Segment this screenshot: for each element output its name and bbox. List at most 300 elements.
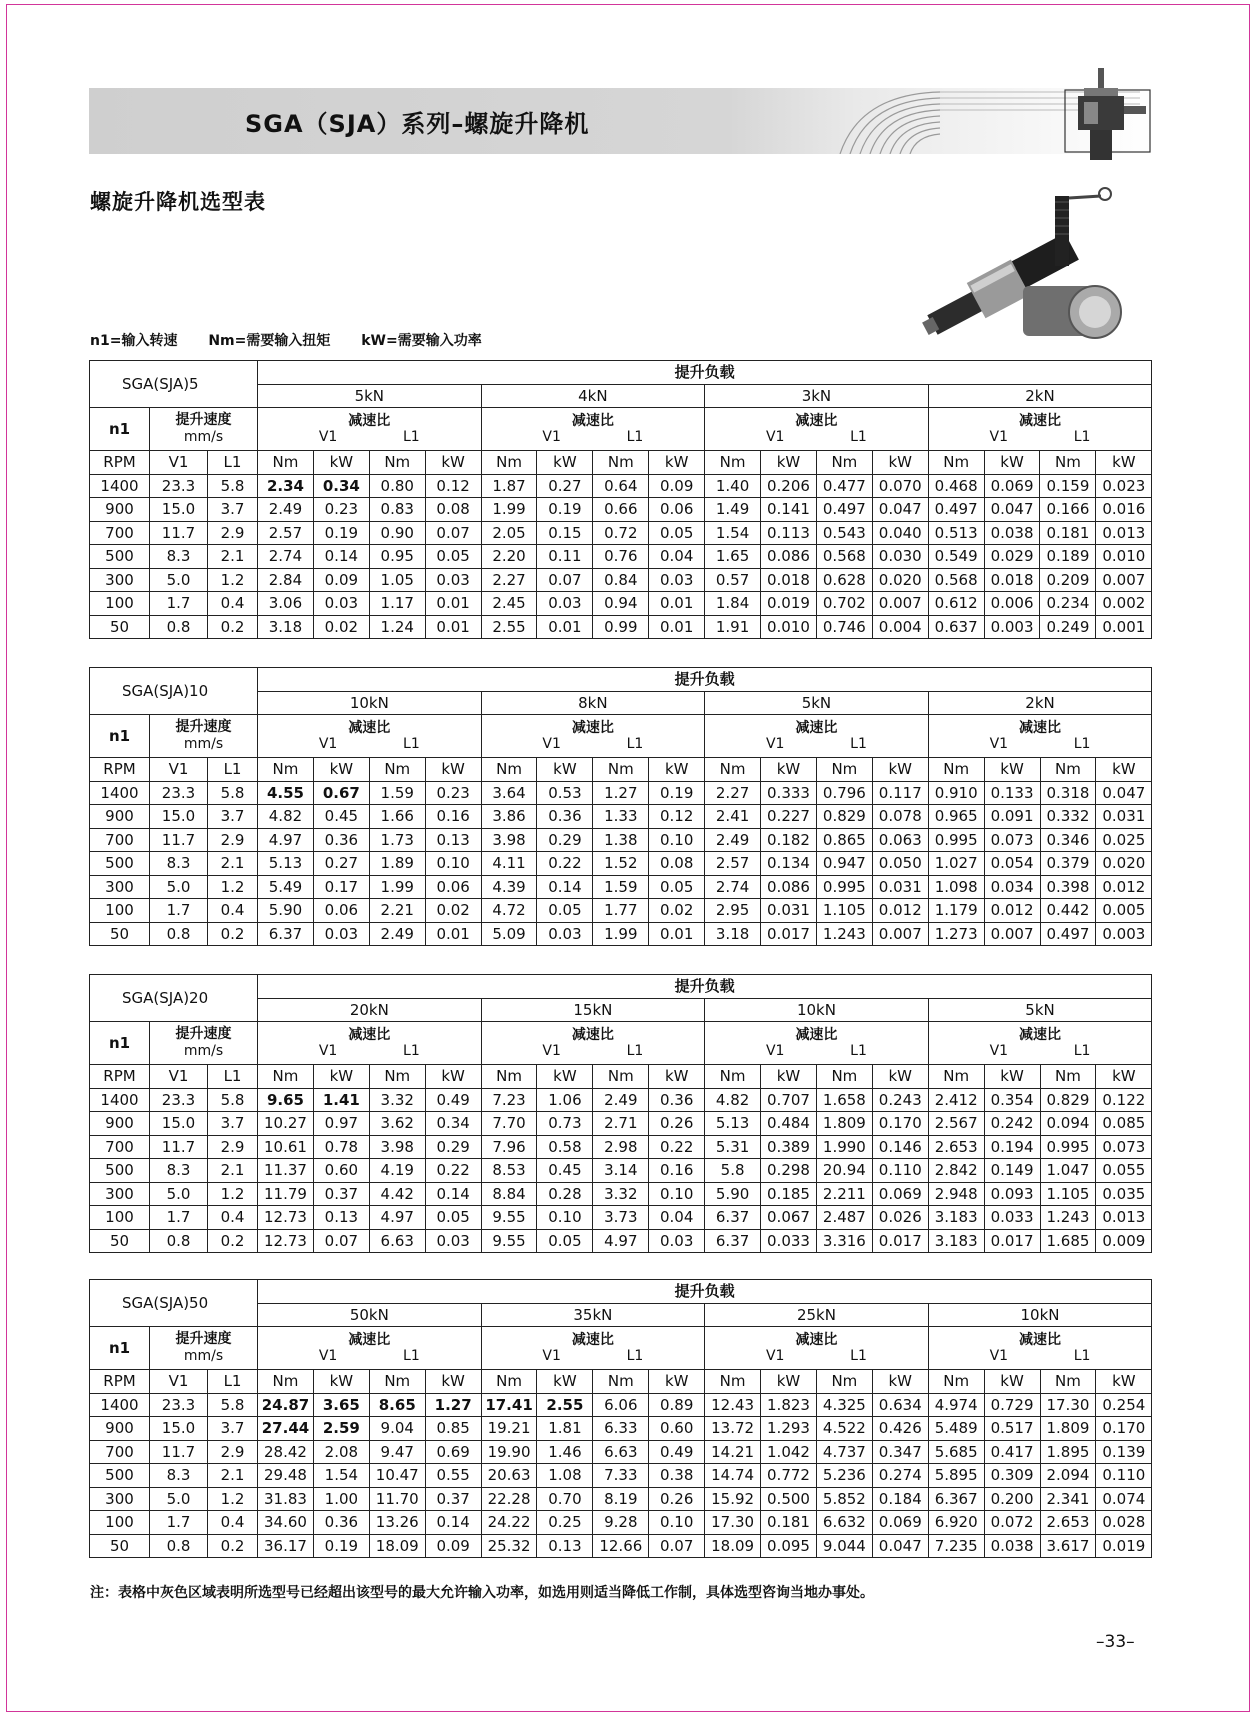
data-cell: 9.55 (481, 1206, 537, 1230)
data-cell: 1.895 (1040, 1440, 1096, 1464)
data-cell: 0.149 (984, 1159, 1040, 1183)
data-cell: 500 (90, 852, 150, 876)
ratio-v1: V1 (989, 736, 1009, 752)
data-cell: 0.36 (537, 805, 593, 829)
data-cell: 0.227 (761, 805, 817, 829)
data-cell: 0.034 (984, 875, 1040, 899)
data-cell: 0.36 (313, 828, 369, 852)
data-cell: 100 (90, 899, 150, 923)
data-cell: 9.04 (369, 1417, 425, 1441)
ratio-l1: L1 (626, 1348, 644, 1364)
data-cell: 2.57 (258, 521, 314, 545)
unit-header: kW (313, 451, 369, 475)
unit-header: kW (761, 451, 817, 475)
data-cell: 5.8 (208, 1088, 258, 1112)
data-cell: 0.09 (649, 474, 705, 498)
data-cell: 0.023 (1096, 474, 1152, 498)
data-cell: 0.094 (1040, 1112, 1096, 1136)
table-row (90, 474, 1152, 498)
data-cell: 0.05 (537, 899, 593, 923)
data-cell: 0.01 (649, 615, 705, 639)
unit-header: kW (1096, 451, 1152, 475)
data-cell: 0.012 (1096, 875, 1152, 899)
ratio-label: 减速比 (348, 1027, 391, 1043)
data-cell: 0.2 (208, 1229, 258, 1253)
unit-header: L1 (208, 451, 258, 475)
table-row (90, 1229, 1152, 1253)
data-cell: 0.182 (761, 828, 817, 852)
data-cell: 0.45 (313, 805, 369, 829)
data-cell: 4.55 (258, 781, 314, 805)
ratio-l1: L1 (1073, 429, 1091, 445)
ratio-v1: V1 (318, 429, 338, 445)
unit-header: kW (872, 1065, 928, 1089)
data-cell: 0.67 (313, 781, 369, 805)
data-cell: 0.772 (761, 1464, 817, 1488)
data-cell: 0.025 (1096, 828, 1152, 852)
table-row (90, 899, 1152, 923)
data-cell: 0.379 (1040, 852, 1096, 876)
data-cell: 17.41 (481, 1393, 537, 1417)
data-cell: 10.27 (258, 1112, 314, 1136)
data-cell: 1.243 (1040, 1206, 1096, 1230)
data-cell: 8.19 (593, 1487, 649, 1511)
data-cell: 13.26 (369, 1511, 425, 1535)
data-cell: 0.34 (425, 1112, 481, 1136)
data-cell: 0.200 (984, 1487, 1040, 1511)
data-cell: 4.72 (481, 899, 537, 923)
data-cell: 0.004 (872, 615, 928, 639)
data-cell: 1.293 (761, 1417, 817, 1441)
unit-header: Nm (593, 1370, 649, 1394)
data-cell: 0.11 (537, 545, 593, 569)
data-cell: 0.442 (1040, 899, 1096, 923)
model-name: SGA(SJA)20 (90, 975, 258, 1022)
load-value: 10kN (258, 691, 482, 715)
unit-header: Nm (481, 1370, 537, 1394)
data-cell: 0.073 (1096, 1135, 1152, 1159)
data-cell: 0.12 (425, 474, 481, 498)
data-cell: 0.15 (537, 521, 593, 545)
data-cell: 0.047 (1096, 781, 1152, 805)
data-cell: 5.8 (208, 474, 258, 498)
data-cell: 23.3 (150, 781, 208, 805)
data-cell: 0.007 (872, 922, 928, 946)
data-cell: 8.53 (481, 1159, 537, 1183)
data-cell: 0.14 (537, 875, 593, 899)
data-cell: 100 (90, 592, 150, 616)
data-cell: 4.19 (369, 1159, 425, 1183)
data-cell: 0.628 (816, 568, 872, 592)
ratio-header (481, 715, 705, 758)
data-cell: 0.910 (928, 781, 984, 805)
ratio-header (258, 715, 482, 758)
data-cell: 8.3 (150, 852, 208, 876)
data-cell: 0.110 (872, 1159, 928, 1183)
unit-header: V1 (150, 451, 208, 475)
ratio-options (482, 1348, 705, 1364)
unit-header: kW (313, 1065, 369, 1089)
data-cell: 0.22 (649, 1135, 705, 1159)
load-header: 提升负载 (258, 975, 1152, 999)
ratio-l1: L1 (1073, 1043, 1091, 1059)
data-cell: 0.612 (928, 592, 984, 616)
data-cell: 11.79 (258, 1182, 314, 1206)
ratio-l1: L1 (626, 736, 644, 752)
data-cell: 0.139 (1096, 1440, 1152, 1464)
data-cell: 0.37 (313, 1182, 369, 1206)
data-cell: 0.10 (649, 1182, 705, 1206)
data-cell: 0.83 (369, 498, 425, 522)
ratio-options (258, 736, 481, 752)
data-cell: 25.32 (481, 1534, 537, 1558)
data-cell: 0.017 (761, 922, 817, 946)
data-cell: 20.94 (816, 1159, 872, 1183)
data-cell: 0.8 (150, 922, 208, 946)
data-cell: 2.211 (816, 1182, 872, 1206)
data-cell: 2.1 (208, 1464, 258, 1488)
table-row (90, 805, 1152, 829)
data-cell: 8.3 (150, 545, 208, 569)
data-cell: 50 (90, 1534, 150, 1558)
data-cell: 1.54 (313, 1464, 369, 1488)
data-cell: 100 (90, 1511, 150, 1535)
data-cell: 0.05 (537, 1229, 593, 1253)
table-row (90, 1534, 1152, 1558)
data-cell: 5.90 (258, 899, 314, 923)
data-cell: 1.08 (537, 1464, 593, 1488)
ratio-l1: L1 (403, 1348, 420, 1364)
data-cell: 1400 (90, 1393, 150, 1417)
data-cell: 0.10 (425, 852, 481, 876)
data-cell: 19.90 (481, 1440, 537, 1464)
table-row (90, 568, 1152, 592)
data-cell: 0.426 (872, 1417, 928, 1441)
data-cell: 0.070 (872, 474, 928, 498)
ratio-label: 减速比 (795, 1332, 838, 1348)
data-cell: 3.73 (593, 1206, 649, 1230)
ratio-v1: V1 (542, 1043, 561, 1059)
data-cell: 2.9 (208, 1135, 258, 1159)
data-cell: 1.59 (369, 781, 425, 805)
data-cell: 1.73 (369, 828, 425, 852)
data-cell: 2.05 (481, 521, 537, 545)
unit-header: Nm (369, 1065, 425, 1089)
unit-header: Nm (705, 758, 761, 782)
data-cell: 1.17 (369, 592, 425, 616)
data-cell: 100 (90, 1206, 150, 1230)
data-cell: 0.016 (1096, 498, 1152, 522)
unit-header: kW (425, 758, 481, 782)
ratio-options (482, 736, 705, 752)
data-cell: 4.39 (481, 875, 537, 899)
data-cell: 0.4 (208, 1206, 258, 1230)
data-cell: 3.7 (208, 1417, 258, 1441)
data-cell: 700 (90, 1440, 150, 1464)
data-cell: 2.84 (258, 568, 314, 592)
data-cell: 14.74 (705, 1464, 761, 1488)
data-cell: 3.183 (928, 1229, 984, 1253)
page-number: –33– (1096, 1632, 1135, 1652)
speed-header (150, 1327, 258, 1370)
table-row (90, 1511, 1152, 1535)
data-cell: 14.21 (705, 1440, 761, 1464)
unit-header: Nm (369, 758, 425, 782)
data-cell: 0.517 (984, 1417, 1040, 1441)
ratio-options (482, 1043, 705, 1059)
unit-header: RPM (90, 758, 150, 782)
data-cell: 0.05 (649, 521, 705, 545)
data-cell: 1.06 (537, 1088, 593, 1112)
data-cell: 12.66 (593, 1534, 649, 1558)
unit-header: kW (984, 451, 1040, 475)
unit-header: Nm (816, 1370, 872, 1394)
data-cell: 0.66 (593, 498, 649, 522)
data-cell: 1400 (90, 1088, 150, 1112)
data-cell: 1.81 (537, 1417, 593, 1441)
data-cell: 0.146 (872, 1135, 928, 1159)
ratio-options (705, 1348, 928, 1364)
data-cell: 1.243 (816, 922, 872, 946)
data-cell: 0.746 (816, 615, 872, 639)
data-cell: 1.179 (928, 899, 984, 923)
data-cell: 2.27 (481, 568, 537, 592)
data-cell: 1.84 (705, 592, 761, 616)
data-cell: 2.57 (705, 852, 761, 876)
data-cell: 3.65 (313, 1393, 369, 1417)
data-cell: 1400 (90, 474, 150, 498)
data-cell: 0.13 (537, 1534, 593, 1558)
data-cell: 0.069 (872, 1182, 928, 1206)
data-cell: 0.017 (872, 1229, 928, 1253)
data-cell: 50 (90, 615, 150, 639)
data-cell: 0.19 (649, 781, 705, 805)
ratio-options (929, 429, 1152, 445)
data-cell: 0.033 (984, 1206, 1040, 1230)
data-cell: 0.02 (313, 615, 369, 639)
data-cell: 0.37 (425, 1487, 481, 1511)
ratio-header (481, 1327, 705, 1370)
data-cell: 18.09 (369, 1534, 425, 1558)
data-cell: 2.842 (928, 1159, 984, 1183)
data-cell: 0.25 (537, 1511, 593, 1535)
data-cell: 2.094 (1040, 1464, 1096, 1488)
ratio-header (928, 1327, 1152, 1370)
data-cell: 2.27 (705, 781, 761, 805)
data-cell: 0.134 (761, 852, 817, 876)
unit-header: RPM (90, 1370, 150, 1394)
data-cell: 5.489 (928, 1417, 984, 1441)
unit-header: Nm (369, 451, 425, 475)
data-cell: 6.37 (705, 1229, 761, 1253)
data-cell: 5.852 (816, 1487, 872, 1511)
data-cell: 11.7 (150, 1440, 208, 1464)
data-cell: 5.236 (816, 1464, 872, 1488)
data-cell: 0.159 (1040, 474, 1096, 498)
data-cell: 0.249 (1040, 615, 1096, 639)
data-cell: 1.7 (150, 1206, 208, 1230)
data-cell: 2.1 (208, 1159, 258, 1183)
data-cell: 2.49 (369, 922, 425, 946)
jack-assembly-photo-icon (905, 186, 1135, 346)
speed-header (150, 1022, 258, 1065)
ratio-options (258, 1348, 481, 1364)
unit-header: Nm (928, 758, 984, 782)
data-cell: 0.497 (1040, 922, 1096, 946)
data-cell: 11.7 (150, 828, 208, 852)
ratio-header (928, 715, 1152, 758)
data-cell: 0.27 (313, 852, 369, 876)
data-cell: 500 (90, 1464, 150, 1488)
data-cell: 15.0 (150, 1112, 208, 1136)
data-cell: 3.183 (928, 1206, 984, 1230)
data-cell: 0.468 (928, 474, 984, 498)
unit-header: RPM (90, 451, 150, 475)
data-cell: 3.7 (208, 805, 258, 829)
data-cell: 0.318 (1040, 781, 1096, 805)
data-cell: 1.65 (705, 545, 761, 569)
data-cell: 0.12 (649, 805, 705, 829)
data-cell: 9.28 (593, 1511, 649, 1535)
unit-header: kW (984, 758, 1040, 782)
data-cell: 0.34 (313, 474, 369, 498)
data-cell: 1.27 (593, 781, 649, 805)
data-cell: 0.01 (425, 592, 481, 616)
ratio-label: 减速比 (571, 413, 614, 429)
ratio-label: 减速比 (795, 413, 838, 429)
data-cell: 0.038 (984, 1534, 1040, 1558)
data-cell: 0.033 (761, 1229, 817, 1253)
data-cell: 0.020 (872, 568, 928, 592)
data-cell: 0.028 (1096, 1511, 1152, 1535)
ratio-label: 减速比 (1019, 1332, 1061, 1348)
data-cell: 0.49 (425, 1088, 481, 1112)
ratio-label: 减速比 (1019, 720, 1061, 736)
data-cell: 0.78 (313, 1135, 369, 1159)
ratio-header (928, 408, 1152, 451)
data-cell: 3.06 (258, 592, 314, 616)
data-cell: 0.2 (208, 922, 258, 946)
ratio-options (258, 1043, 481, 1059)
data-cell: 2.41 (705, 805, 761, 829)
data-cell: 8.65 (369, 1393, 425, 1417)
data-cell: 2.95 (705, 899, 761, 923)
load-header: 提升负载 (258, 668, 1152, 692)
load-header: 提升负载 (258, 361, 1152, 385)
unit-header: Nm (481, 1065, 537, 1089)
data-cell: 1.809 (1040, 1417, 1096, 1441)
data-cell: 2.20 (481, 545, 537, 569)
data-cell: 0.01 (649, 922, 705, 946)
unit-header: Nm (816, 1065, 872, 1089)
unit-header: V1 (150, 1065, 208, 1089)
ratio-l1: L1 (403, 1043, 420, 1059)
data-cell: 0.020 (1096, 852, 1152, 876)
data-cell: 1.27 (425, 1393, 481, 1417)
data-cell: 8.3 (150, 1464, 208, 1488)
data-cell: 0.14 (425, 1182, 481, 1206)
data-cell: 4.82 (258, 805, 314, 829)
data-cell: 3.7 (208, 1112, 258, 1136)
data-cell: 0.07 (313, 1229, 369, 1253)
data-cell: 900 (90, 498, 150, 522)
data-cell: 0.19 (537, 498, 593, 522)
unit-header: Nm (1040, 1370, 1096, 1394)
data-cell: 3.86 (481, 805, 537, 829)
data-cell: 0.29 (537, 828, 593, 852)
n1-header: n1 (90, 1022, 150, 1065)
table-row (90, 1440, 1152, 1464)
data-cell: 1.105 (816, 899, 872, 923)
data-cell: 5.31 (705, 1135, 761, 1159)
ratio-header (705, 408, 929, 451)
data-cell: 0.57 (705, 568, 761, 592)
unit-header: Nm (928, 451, 984, 475)
ratio-options (482, 429, 705, 445)
load-header: 提升负载 (258, 1280, 1152, 1304)
data-cell: 0.078 (872, 805, 928, 829)
data-cell: 0.69 (425, 1440, 481, 1464)
data-cell: 20.63 (481, 1464, 537, 1488)
data-cell: 12.73 (258, 1206, 314, 1230)
data-cell: 28.42 (258, 1440, 314, 1464)
data-cell: 4.522 (816, 1417, 872, 1441)
data-cell: 0.03 (425, 568, 481, 592)
data-cell: 4.737 (816, 1440, 872, 1464)
data-cell: 300 (90, 875, 150, 899)
data-cell: 500 (90, 545, 150, 569)
unit-header: kW (649, 1370, 705, 1394)
data-cell: 0.031 (761, 899, 817, 923)
data-cell: 0.729 (984, 1393, 1040, 1417)
data-cell: 1.2 (208, 1487, 258, 1511)
ratio-label: 减速比 (348, 720, 391, 736)
data-cell: 0.17 (313, 875, 369, 899)
data-cell: 0.07 (425, 521, 481, 545)
data-cell: 0.10 (537, 1206, 593, 1230)
data-cell: 0.06 (649, 498, 705, 522)
table-row (90, 1206, 1152, 1230)
data-cell: 2.55 (481, 615, 537, 639)
data-cell: 0.274 (872, 1464, 928, 1488)
unit-header: kW (425, 1065, 481, 1089)
data-cell: 6.33 (593, 1417, 649, 1441)
data-cell: 1.990 (816, 1135, 872, 1159)
data-cell: 5.0 (150, 1487, 208, 1511)
data-cell: 0.90 (369, 521, 425, 545)
data-cell: 1.91 (705, 615, 761, 639)
data-cell: 10.47 (369, 1464, 425, 1488)
data-cell: 11.7 (150, 1135, 208, 1159)
ratio-l1: L1 (626, 1043, 644, 1059)
data-cell: 2.653 (928, 1135, 984, 1159)
data-cell: 11.70 (369, 1487, 425, 1511)
unit-header: L1 (208, 758, 258, 782)
data-cell: 1.098 (928, 875, 984, 899)
data-cell: 7.70 (481, 1112, 537, 1136)
data-cell: 0.298 (761, 1159, 817, 1183)
data-cell: 12.43 (705, 1393, 761, 1417)
unit-header: Nm (1040, 758, 1096, 782)
data-cell: 0.333 (761, 781, 817, 805)
data-cell: 0.8 (150, 1229, 208, 1253)
data-cell: 5.09 (481, 922, 537, 946)
data-cell: 0.500 (761, 1487, 817, 1511)
data-cell: 0.80 (369, 474, 425, 498)
data-cell: 0.543 (816, 521, 872, 545)
ratio-header (705, 715, 929, 758)
unit-header: kW (537, 1065, 593, 1089)
